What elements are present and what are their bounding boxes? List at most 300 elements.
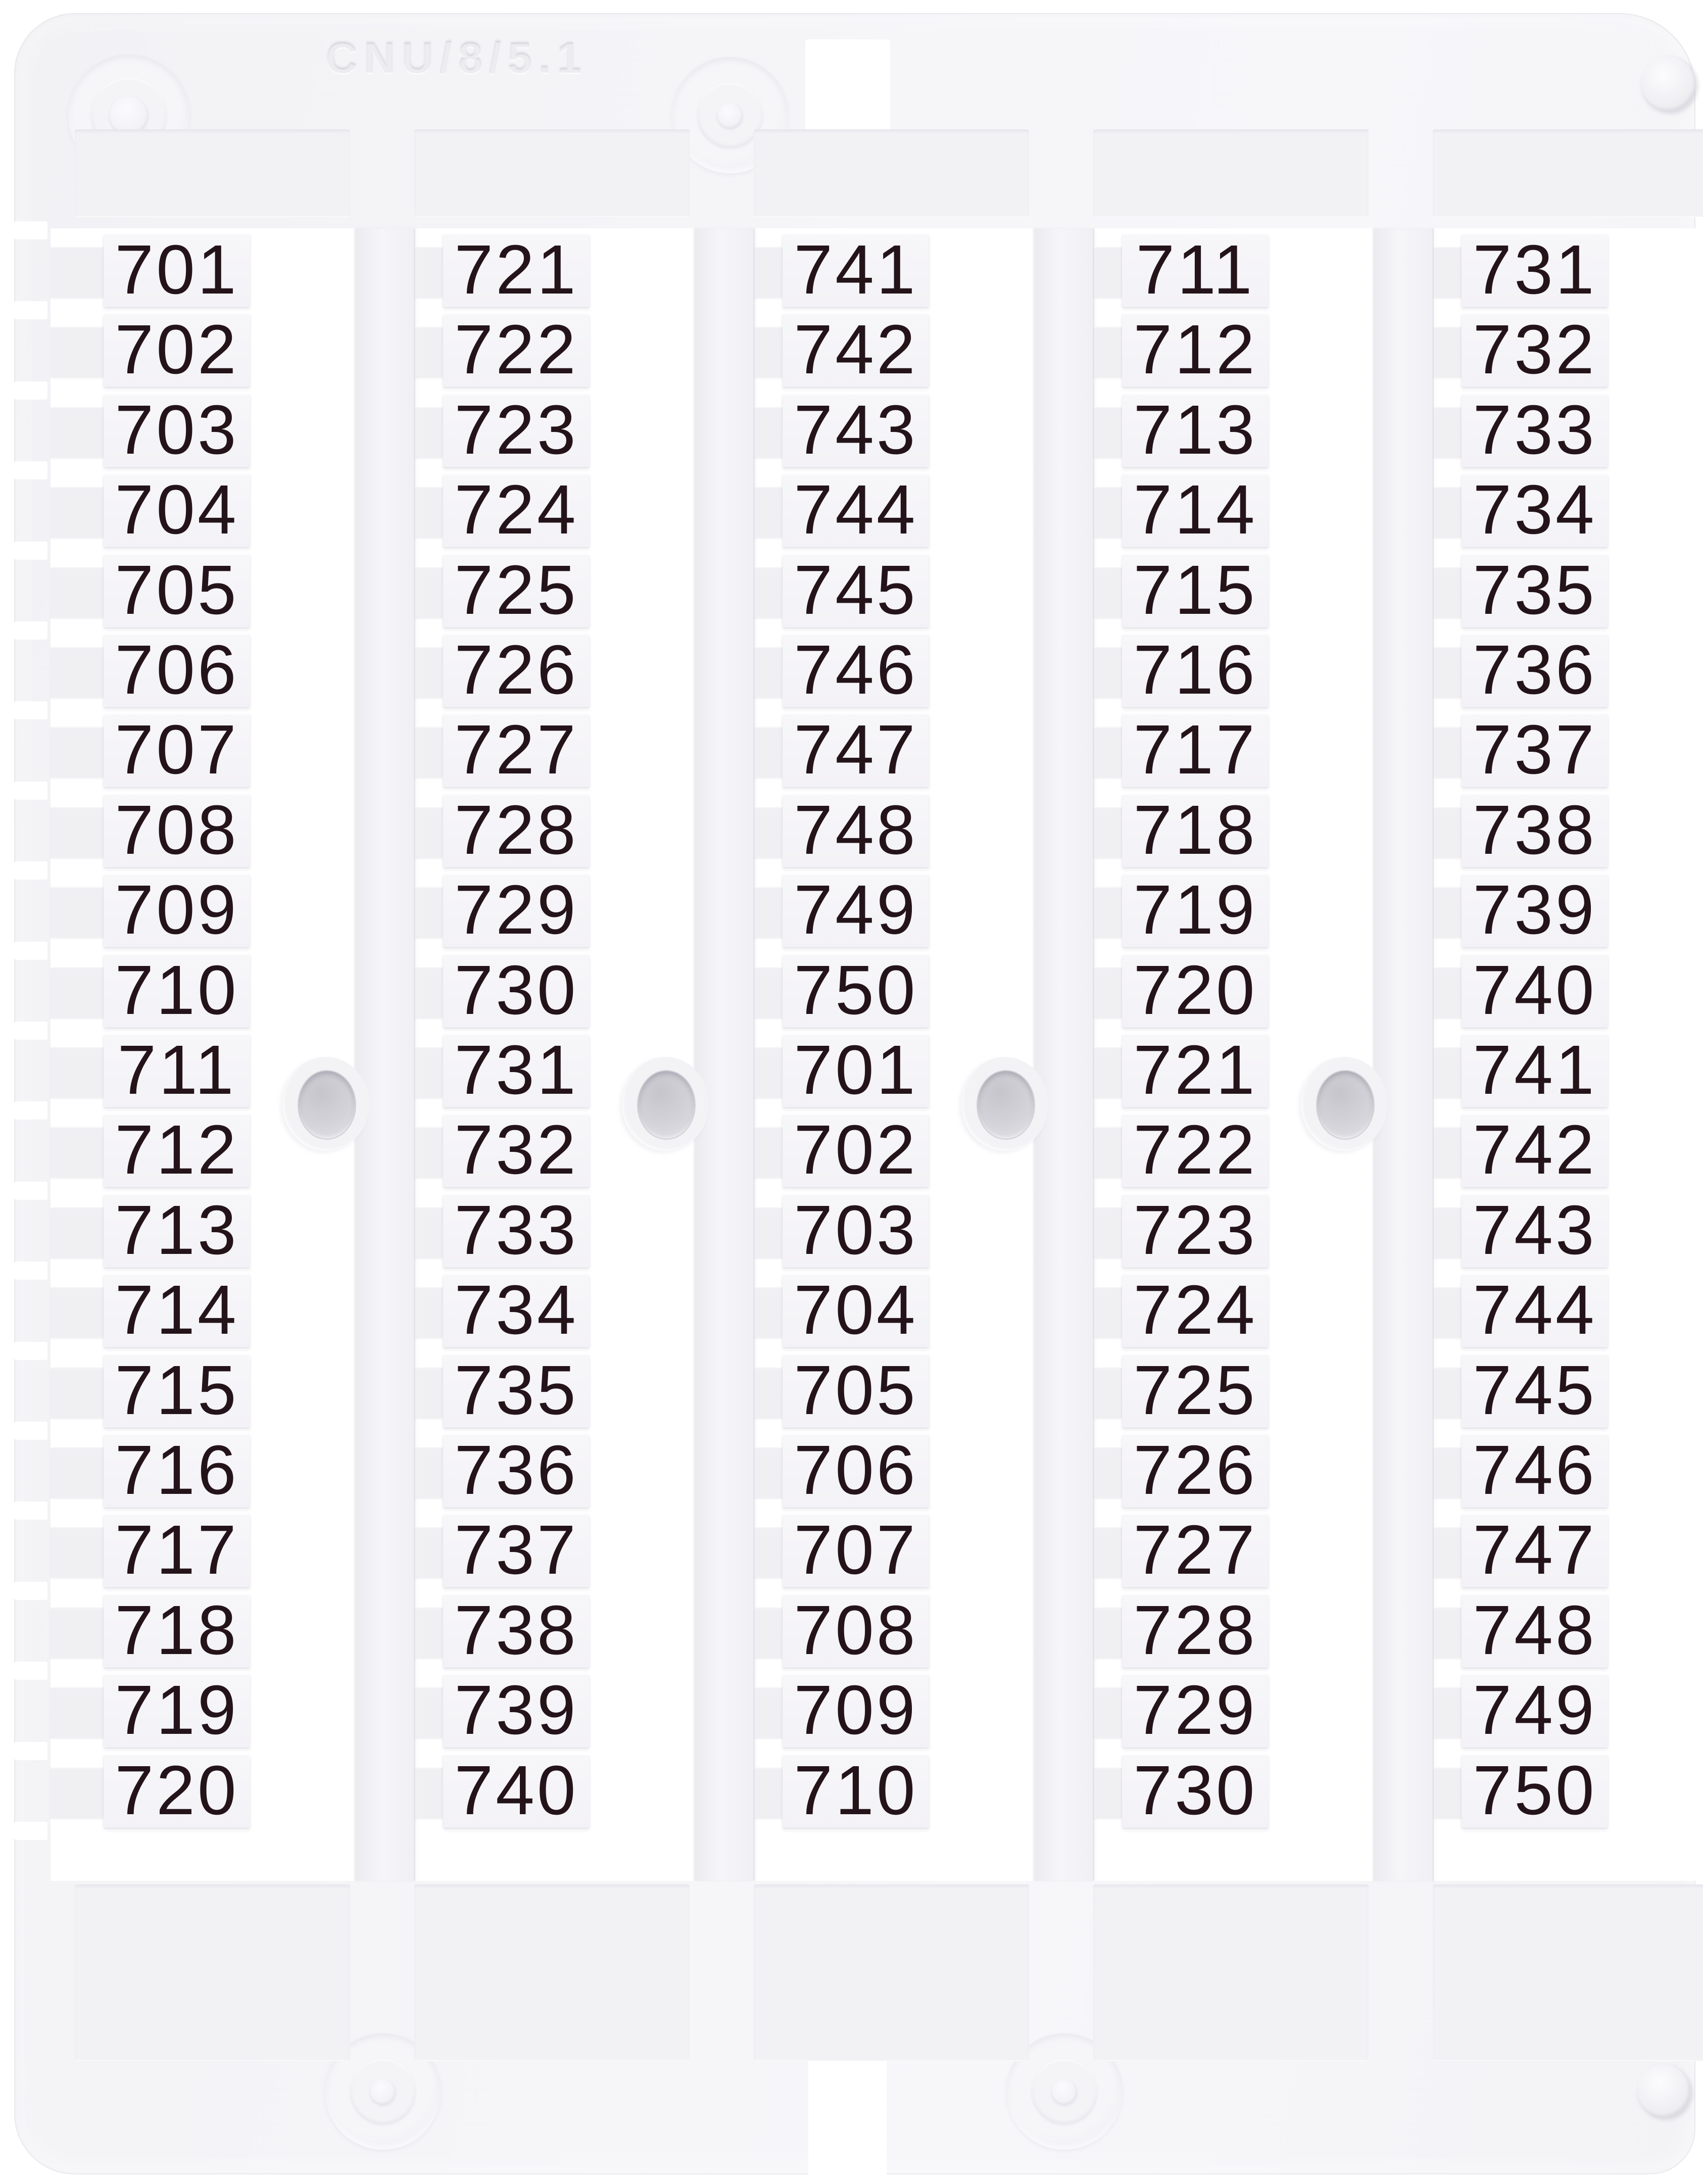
tag-number: 731 — [454, 1031, 578, 1109]
rail-tooth — [1094, 407, 1122, 457]
tag-number: 710 — [794, 1751, 918, 1829]
tag-number: 728 — [454, 791, 578, 869]
tag-number: 733 — [454, 1191, 578, 1269]
marker-tag — [783, 1591, 929, 1669]
tag-number: 705 — [794, 1351, 918, 1429]
rail-tooth — [415, 726, 443, 777]
mounting-hole-icon — [298, 1070, 356, 1140]
tag-number: 733 — [1473, 391, 1597, 469]
marker-tag — [783, 1110, 929, 1189]
tag-number: 743 — [1473, 1191, 1597, 1269]
tag-number: 747 — [1473, 1511, 1597, 1589]
marker-tag — [104, 791, 250, 869]
left-edge-notch — [14, 1662, 47, 1680]
rail-tooth — [1094, 1367, 1122, 1418]
rail-tooth — [755, 1767, 783, 1818]
rail-tooth — [1094, 647, 1122, 697]
mold-boss-ring-bottom-left-pin-icon — [370, 2079, 396, 2104]
tag-number: 705 — [115, 551, 239, 629]
tag-number: 701 — [115, 230, 239, 309]
rail-tooth — [51, 1527, 104, 1577]
rail-tooth — [755, 567, 783, 617]
rail-tooth — [415, 1207, 443, 1257]
marker-tag — [783, 1511, 929, 1589]
rail-tooth — [1434, 1367, 1462, 1418]
tag-number: 739 — [1473, 870, 1597, 949]
marker-tag — [443, 391, 590, 469]
rail-tooth — [1094, 1607, 1122, 1658]
marker-tag — [104, 310, 250, 389]
left-edge-notch — [14, 221, 47, 239]
marker-tag — [104, 951, 250, 1029]
left-edge-notch — [14, 861, 47, 880]
marker-tag — [1122, 1031, 1269, 1109]
rail-tooth — [51, 1607, 104, 1658]
marker-tag — [104, 1671, 250, 1749]
tag-number: 735 — [1473, 551, 1597, 629]
tag-number: 709 — [115, 870, 239, 949]
marker-tag — [443, 1110, 590, 1189]
rail-tooth — [1434, 247, 1462, 297]
tag-number: 727 — [454, 710, 578, 789]
marker-tag — [1122, 1431, 1269, 1509]
marker-tag — [104, 1191, 250, 1269]
tag-number: 726 — [1133, 1431, 1257, 1509]
tag-number: 704 — [794, 1271, 918, 1349]
marker-tag — [783, 1351, 929, 1429]
rail-tooth — [51, 1047, 104, 1097]
marker-tag — [783, 310, 929, 389]
rail-tooth — [51, 1287, 104, 1337]
tag-number: 732 — [454, 1110, 578, 1189]
marker-tag — [1462, 1511, 1608, 1589]
carrier-rail — [354, 228, 415, 1881]
bottom-bar-recess-panel — [414, 1884, 690, 2061]
tag-number: 718 — [115, 1591, 239, 1669]
tag-number: 720 — [1133, 951, 1257, 1029]
mold-boss-large-pin-icon — [110, 96, 148, 134]
rail-tooth — [755, 326, 783, 377]
marker-tag — [104, 630, 250, 709]
marker-tag — [443, 630, 590, 709]
tag-number: 747 — [794, 710, 918, 789]
marker-tag — [783, 1031, 929, 1109]
tag-number: 728 — [1133, 1591, 1257, 1669]
tag-number: 702 — [115, 310, 239, 389]
marker-tag — [104, 1271, 250, 1349]
marker-tag — [1122, 1591, 1269, 1669]
mounting-hole-icon — [637, 1070, 696, 1140]
marker-tag — [783, 630, 929, 709]
marker-tag — [104, 1751, 250, 1829]
left-edge-notch — [14, 1582, 47, 1600]
tag-number: 748 — [794, 791, 918, 869]
tag-number: 721 — [1133, 1031, 1257, 1109]
rail-tooth — [415, 807, 443, 857]
left-edge-notch — [14, 1261, 47, 1280]
tag-number: 749 — [794, 870, 918, 949]
tag-number: 710 — [115, 951, 239, 1029]
marker-tag — [104, 1431, 250, 1509]
marker-tag — [783, 1751, 929, 1829]
tag-number: 737 — [1473, 710, 1597, 789]
rail-tooth — [755, 807, 783, 857]
rail-tooth — [51, 1767, 104, 1818]
tag-number: 734 — [1473, 470, 1597, 549]
tag-number: 703 — [794, 1191, 918, 1269]
rail-tooth — [755, 1527, 783, 1577]
rail-tooth — [415, 1047, 443, 1097]
left-edge-notch — [14, 1742, 47, 1760]
tag-number: 703 — [115, 391, 239, 469]
mounting-hole-icon — [1316, 1070, 1375, 1140]
rail-tooth — [1094, 967, 1122, 1017]
marker-tag — [443, 551, 590, 629]
rail-tooth — [415, 247, 443, 297]
rail-tooth — [51, 326, 104, 377]
tag-number: 742 — [794, 310, 918, 389]
rail-tooth — [1094, 807, 1122, 857]
marker-tag — [443, 1431, 590, 1509]
rail-tooth — [1094, 887, 1122, 937]
tag-number: 746 — [794, 630, 918, 709]
rail-tooth — [415, 567, 443, 617]
rail-tooth — [1434, 1287, 1462, 1337]
dome-boss-top-right-icon — [1640, 56, 1696, 111]
rail-tooth — [415, 1767, 443, 1818]
marker-tag — [783, 1191, 929, 1269]
left-edge-notch — [14, 782, 47, 800]
tag-number: 721 — [454, 230, 578, 309]
tag-number: 725 — [454, 551, 578, 629]
tag-number: 726 — [454, 630, 578, 709]
tag-number: 732 — [1473, 310, 1597, 389]
marker-tag — [783, 710, 929, 789]
rail-tooth — [1434, 887, 1462, 937]
rail-tooth — [415, 647, 443, 697]
marker-tag — [1462, 551, 1608, 629]
marker-tag — [443, 1591, 590, 1669]
tag-number: 708 — [794, 1591, 918, 1669]
rail-tooth — [1434, 1767, 1462, 1818]
tag-number: 715 — [115, 1351, 239, 1429]
bottom-bar-recess-panel — [1093, 1884, 1369, 2061]
rail-tooth — [415, 326, 443, 377]
marker-tag — [104, 230, 250, 309]
tag-number: 723 — [454, 391, 578, 469]
marker-tag — [1122, 551, 1269, 629]
rail-tooth — [1094, 1447, 1122, 1497]
tag-number: 730 — [1133, 1751, 1257, 1829]
marker-tag — [1122, 630, 1269, 709]
rail-tooth — [1434, 967, 1462, 1017]
marker-tag — [783, 391, 929, 469]
marker-tag — [1462, 1031, 1608, 1109]
tag-number: 719 — [1133, 870, 1257, 949]
marker-tag — [1462, 1671, 1608, 1749]
marker-tag — [104, 1110, 250, 1189]
rail-tooth — [1434, 726, 1462, 777]
marker-tag — [783, 951, 929, 1029]
rail-tooth — [755, 247, 783, 297]
embossed-marking: CNU/8/5.1 — [326, 34, 588, 82]
top-bar-recess-panel — [1093, 129, 1369, 217]
left-edge-notch — [14, 942, 47, 960]
rail-tooth — [51, 807, 104, 857]
tag-number: 720 — [115, 1751, 239, 1829]
tag-number: 750 — [794, 951, 918, 1029]
left-edge-notch — [14, 1022, 47, 1040]
left-edge-notch — [14, 1501, 47, 1520]
marker-tag — [443, 1511, 590, 1589]
tag-number: 744 — [1473, 1271, 1597, 1349]
tag-number: 744 — [794, 470, 918, 549]
tag-number: 708 — [115, 791, 239, 869]
rail-tooth — [1434, 807, 1462, 857]
marker-tag — [443, 470, 590, 549]
tag-number: 729 — [454, 870, 578, 949]
marker-tag — [1462, 1431, 1608, 1509]
marker-tag — [104, 1591, 250, 1669]
marker-tag — [1462, 1351, 1608, 1429]
rail-tooth — [51, 1687, 104, 1737]
marker-tag — [783, 1671, 929, 1749]
tag-number: 724 — [454, 470, 578, 549]
rail-tooth — [1434, 1447, 1462, 1497]
tag-number: 712 — [115, 1110, 239, 1189]
tag-number: 737 — [454, 1511, 578, 1589]
rail-tooth — [1094, 1047, 1122, 1097]
tag-number: 724 — [1133, 1271, 1257, 1349]
rail-tooth — [51, 487, 104, 537]
rail-tooth — [415, 407, 443, 457]
marker-tag — [1462, 951, 1608, 1029]
marker-tag — [1462, 630, 1608, 709]
tag-number: 745 — [794, 551, 918, 629]
rail-tooth — [755, 1207, 783, 1257]
tag-number: 736 — [454, 1431, 578, 1509]
tag-number: 713 — [115, 1191, 239, 1269]
marker-tag — [1462, 1110, 1608, 1189]
marker-tag — [1462, 710, 1608, 789]
marker-tag — [1122, 310, 1269, 389]
rail-tooth — [755, 1127, 783, 1177]
tag-number: 736 — [1473, 630, 1597, 709]
rail-tooth — [51, 647, 104, 697]
carrier-rail — [1372, 228, 1434, 1881]
rail-tooth — [415, 967, 443, 1017]
marker-tag — [443, 1191, 590, 1269]
marker-tag — [104, 1351, 250, 1429]
marker-tag — [783, 1271, 929, 1349]
tag-number: 745 — [1473, 1351, 1597, 1429]
marker-tag — [1122, 1751, 1269, 1829]
rail-tooth — [1434, 1527, 1462, 1577]
rail-tooth — [51, 247, 104, 297]
rail-tooth — [755, 1447, 783, 1497]
rail-tooth — [51, 1207, 104, 1257]
marker-tag — [443, 230, 590, 309]
marker-tag — [104, 470, 250, 549]
tag-number: 725 — [1133, 1351, 1257, 1429]
marker-tag — [104, 551, 250, 629]
rail-tooth — [51, 967, 104, 1017]
mold-boss-ring-bottom-mid-pin-icon — [1052, 2079, 1077, 2104]
marker-tag — [1122, 710, 1269, 789]
marker-tag — [783, 230, 929, 309]
tag-number: 715 — [1133, 551, 1257, 629]
rail-tooth — [1094, 1767, 1122, 1818]
marker-tag — [1462, 310, 1608, 389]
left-edge-notch — [14, 461, 47, 479]
rail-tooth — [1434, 647, 1462, 697]
rail-tooth — [415, 487, 443, 537]
marker-tag — [443, 1751, 590, 1829]
rail-tooth — [755, 726, 783, 777]
rail-tooth — [755, 1607, 783, 1658]
rail-tooth — [755, 1287, 783, 1337]
rail-tooth — [1094, 326, 1122, 377]
tag-number: 727 — [1133, 1511, 1257, 1589]
marker-tag — [1122, 470, 1269, 549]
marker-tag — [104, 391, 250, 469]
marker-tag — [783, 470, 929, 549]
tag-number: 718 — [1133, 791, 1257, 869]
rail-tooth — [755, 1367, 783, 1418]
rail-tooth — [1434, 1047, 1462, 1097]
rail-tooth — [1434, 1127, 1462, 1177]
dome-boss-bottom-right-icon — [1637, 2064, 1690, 2117]
tag-number: 742 — [1473, 1110, 1597, 1189]
marker-tag — [443, 1351, 590, 1429]
rail-tooth — [1434, 1607, 1462, 1658]
rail-tooth — [755, 407, 783, 457]
tag-number: 716 — [1133, 630, 1257, 709]
marker-tag — [1122, 1351, 1269, 1429]
rail-tooth — [51, 1127, 104, 1177]
rail-tooth — [51, 1367, 104, 1418]
left-edge-notch — [14, 1101, 47, 1120]
marker-tag — [1462, 870, 1608, 949]
rail-tooth — [755, 1047, 783, 1097]
bottom-bar-recess-panel — [754, 1884, 1029, 2061]
rail-tooth — [415, 1287, 443, 1337]
tag-number: 707 — [115, 710, 239, 789]
tag-number: 707 — [794, 1511, 918, 1589]
marker-tag — [1122, 870, 1269, 949]
left-edge-notch — [14, 1182, 47, 1200]
tag-number: 746 — [1473, 1431, 1597, 1509]
left-edge-notch — [14, 1822, 47, 1840]
tag-number: 734 — [454, 1271, 578, 1349]
marker-tag — [1122, 1671, 1269, 1749]
tag-number: 735 — [454, 1351, 578, 1429]
marker-tag — [1462, 470, 1608, 549]
tag-number: 711 — [1136, 230, 1255, 309]
tag-number: 719 — [115, 1671, 239, 1749]
rail-tooth — [755, 1687, 783, 1737]
top-bar-recess-panel — [75, 129, 350, 217]
marker-tag — [104, 1031, 250, 1109]
marker-tag — [104, 710, 250, 789]
rail-tooth — [51, 726, 104, 777]
rail-tooth — [51, 887, 104, 937]
rail-tooth — [51, 1447, 104, 1497]
marker-tag — [1122, 1511, 1269, 1589]
marker-tag — [443, 710, 590, 789]
tag-number: 701 — [794, 1031, 918, 1109]
rail-tooth — [1094, 1687, 1122, 1737]
tag-number: 717 — [115, 1511, 239, 1589]
rail-tooth — [755, 967, 783, 1017]
rail-tooth — [415, 1687, 443, 1737]
tag-number: 714 — [1133, 470, 1257, 549]
rail-tooth — [415, 1127, 443, 1177]
rail-tooth — [415, 887, 443, 937]
rail-tooth — [1434, 1687, 1462, 1737]
rail-tooth — [415, 1367, 443, 1418]
marker-tag — [104, 870, 250, 949]
tag-number: 717 — [1133, 710, 1257, 789]
rail-tooth — [1434, 1207, 1462, 1257]
left-edge-notch — [14, 701, 47, 719]
tag-number: 730 — [454, 951, 578, 1029]
tag-number: 714 — [115, 1271, 239, 1349]
marker-tag — [1462, 391, 1608, 469]
rail-tooth — [1094, 567, 1122, 617]
marker-tag — [443, 870, 590, 949]
marker-tag — [783, 870, 929, 949]
rail-tooth — [755, 487, 783, 537]
tag-number: 702 — [794, 1110, 918, 1189]
tag-number: 716 — [115, 1431, 239, 1509]
rail-tooth — [1094, 1127, 1122, 1177]
rail-tooth — [415, 1607, 443, 1658]
marker-tag — [1462, 230, 1608, 309]
tag-number: 743 — [794, 391, 918, 469]
top-bar-recess-panel — [754, 129, 1029, 217]
marker-tag — [443, 1031, 590, 1109]
rail-tooth — [1094, 247, 1122, 297]
tag-number: 738 — [1473, 791, 1597, 869]
rail-tooth — [755, 647, 783, 697]
tag-number: 740 — [454, 1751, 578, 1829]
bottom-bar-recess-panel — [1433, 1884, 1703, 2061]
tag-number: 711 — [117, 1031, 236, 1109]
tag-number: 741 — [1473, 1031, 1597, 1109]
tag-number: 722 — [454, 310, 578, 389]
tag-number: 723 — [1133, 1191, 1257, 1269]
left-edge-notch — [14, 1342, 47, 1360]
marker-tag — [1122, 1271, 1269, 1349]
marker-tag — [783, 551, 929, 629]
tag-number: 749 — [1473, 1671, 1597, 1749]
tag-number: 748 — [1473, 1591, 1597, 1669]
tag-number: 740 — [1473, 951, 1597, 1029]
rail-tooth — [755, 887, 783, 937]
marker-tag — [1122, 1191, 1269, 1269]
rail-tooth — [1434, 326, 1462, 377]
rail-tooth — [415, 1447, 443, 1497]
tag-number: 741 — [794, 230, 918, 309]
mounting-hole-icon — [977, 1070, 1035, 1140]
tag-number: 739 — [454, 1671, 578, 1749]
marker-tag — [443, 791, 590, 869]
marker-tag — [443, 1671, 590, 1749]
tag-number: 713 — [1133, 391, 1257, 469]
rail-tooth — [51, 567, 104, 617]
rail-tooth — [1434, 567, 1462, 617]
